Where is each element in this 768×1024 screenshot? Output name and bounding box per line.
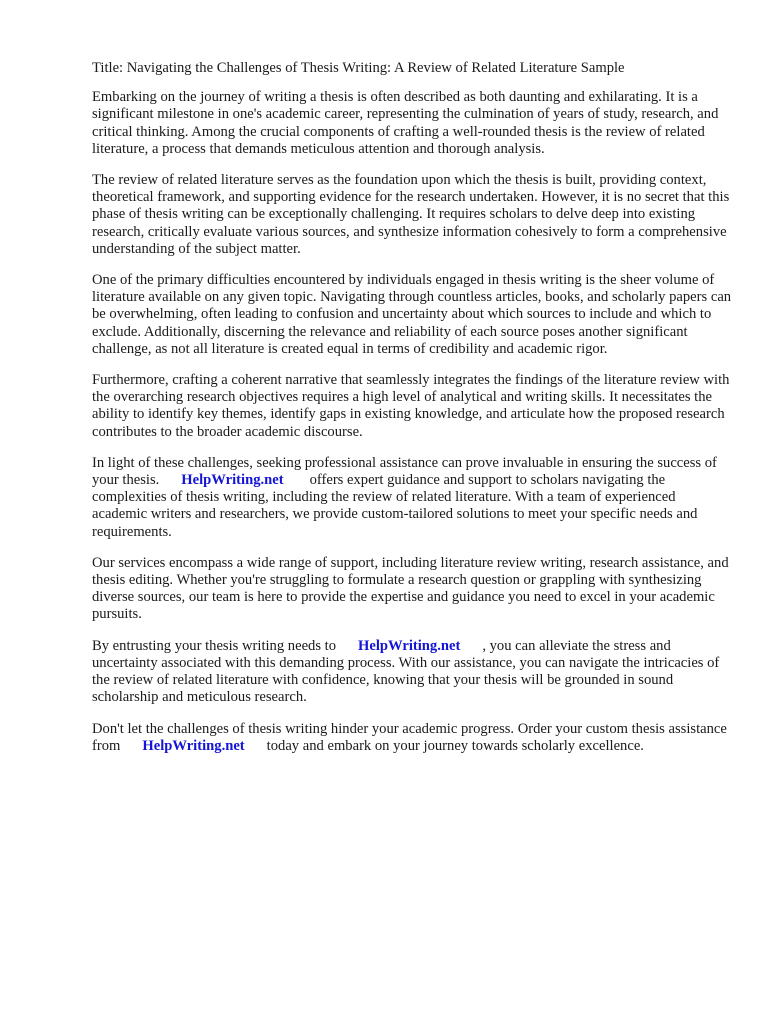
paragraph-assistance-text-2: offers expert guidance and support to scholars navigating the complexities of thesis writing, including the review of related literature. With a team of experienced academic writers and researchers, we provide custom-tailored solutions to meet your specific needs and requirements. (92, 472, 698, 540)
paragraph-difficulties: One of the primary difficulties encountered by individuals engaged in thesis writing is the sheer volume of literature available on any given topic. Navigating through countless articles, books, and scholarly papers can be overwhelming, often leading to confusion and uncertainty about which sources to include and which to exclude. Additionally, discerning the relevance and reliability of each source poses another significant challenge, as not all literature is created equal in terms of credibility and academic rigor. (92, 272, 732, 357)
paragraph-foundation: The review of related literature serves as the foundation upon which the thesis is built, providing context, theoretical framework, and supporting evidence for the research undertaken. However, it is no secret that this phase of thesis writing can be exceptionally challenging. It requires scholars to delve deep into existing research, critically evaluate various sources, and synthesize information cohesively to form a comprehensive understanding of the subject matter. (92, 172, 730, 257)
paragraph-closing-text-2: today and embark on your journey towards scholarly excellence. (266, 737, 644, 754)
paragraph-closing (92, 721, 732, 755)
paragraph-services: Our services encompass a wide range of support, including literature review writing, research assistance, and thesis editing. Whether you're struggling to formulate a research question or grappling with synthesizing diverse sources, our team is here to provide the expertise and guidance you need to excel in your academic pursuits. (92, 554, 729, 623)
helpwriting-link-3[interactable]: HelpWriting.net (142, 737, 245, 754)
paragraph-entrusting (92, 638, 732, 707)
paragraph-entrusting-text-2: , you can alleviate the stress and uncertainty associated with this demanding process. With our assistance, you can navigate the intricacies of the review of related literature with confidence, knowing that your thesis will be grounded in sound scholarship and meticulous research. (92, 637, 720, 706)
paragraph-narrative: Furthermore, crafting a coherent narrative that seamlessly integrates the findings of the literature review with the overarching research objectives requires a high level of analytical and writing skills. It necessitates the ability to identify key themes, identify gaps in existing knowledge, and articulate how the proposed research contributes to the broader academic discourse. (92, 372, 730, 440)
paragraph-assistance (92, 455, 732, 541)
helpwriting-link-2[interactable]: HelpWriting.net (358, 637, 461, 654)
helpwriting-link-1[interactable]: HelpWriting.net (181, 472, 284, 489)
document-page (92, 60, 732, 769)
paragraph-closing-text-1: Don't let the challenges of thesis writing hinder your academic progress. Order your custom thesis assistance from (92, 720, 727, 754)
document-title: Title: Navigating the Challenges of Thesis Writing: A Review of Related Literature Sample (92, 60, 625, 76)
paragraph-intro: Embarking on the journey of writing a thesis is often described as both daunting and exhilarating. It is a significant milestone in one's academic career, representing the culmination of years of study, research, and critical thinking. Among the crucial components of crafting a well-rounded thesis is the review of related literature, a process that demands meticulous attention and thorough analysis. (92, 89, 719, 157)
paragraph-entrusting-text-1: By entrusting your thesis writing needs to (92, 637, 337, 654)
paragraph-assistance-text-1: In light of these challenges, seeking professional assistance can prove invaluable in ensuring the success of your thesis. (92, 454, 717, 489)
